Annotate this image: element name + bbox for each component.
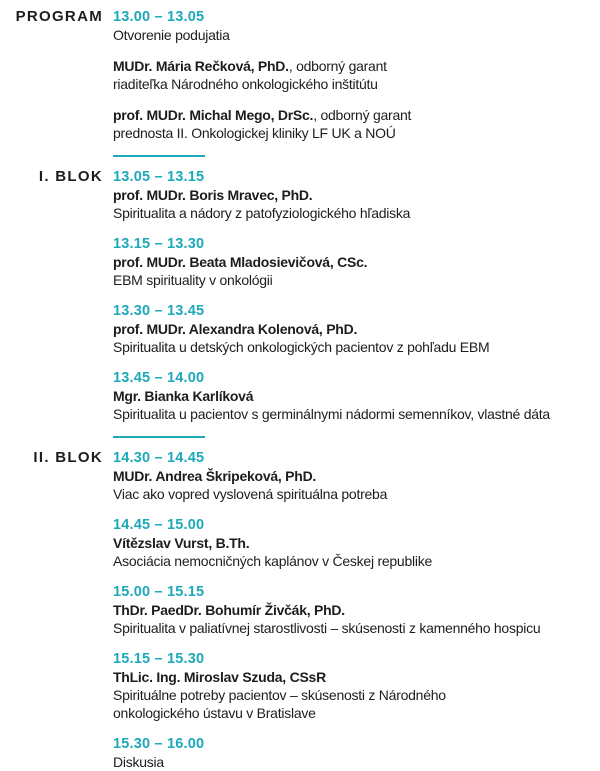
program-entry [113, 449, 600, 503]
section-label-column [0, 168, 103, 186]
section-divider [113, 436, 205, 438]
entry-line [113, 467, 600, 485]
section-label: I. BLOK [38, 168, 103, 185]
entry-text: Spiritualita a nádory z patofyziologického hľadiska [113, 205, 411, 221]
time-range: 14.45 – 15.00 [113, 517, 205, 533]
entry-text: prednosta II. Onkologickej kliniky LF UK a NOÚ [113, 125, 396, 141]
program-entry [113, 650, 600, 722]
program-section [0, 449, 600, 771]
program-entry [113, 8, 600, 44]
entry-line [113, 753, 600, 771]
entry-line [113, 253, 600, 271]
entry-text: Otvorenie podujatia [113, 27, 230, 43]
speaker-name: Mgr. Bianka Karlíková [113, 388, 254, 404]
program-entry [113, 583, 600, 637]
entry-text: riaditeľka Národného onkologického inštitútu [113, 76, 378, 92]
entry-text: Viac ako vopred vyslovená spirituálna potreba [113, 486, 388, 502]
section-label-column [0, 8, 103, 26]
time-range: 15.00 – 15.15 [113, 584, 205, 600]
entry-text: EBM spirituality v onkológii [113, 272, 273, 288]
program-entry [113, 369, 600, 423]
section-label: II. BLOK [33, 449, 103, 466]
time-range: 13.05 – 13.15 [113, 169, 205, 185]
entry-line [113, 485, 600, 503]
program-entry [113, 106, 600, 142]
entry-text: Spiritualita u pacientov s germinálnymi nádormi semenníkov, vlastné dáta [113, 406, 550, 422]
entry-line [113, 106, 600, 124]
speaker-name: MUDr. Mária Rečková, PhD. [113, 58, 289, 74]
speaker-name: prof. MUDr. Boris Mravec, PhD. [113, 187, 313, 203]
entry-line [113, 75, 600, 93]
program-entry [113, 235, 600, 289]
time-range: 13.15 – 13.30 [113, 236, 205, 252]
program-entry [113, 57, 600, 93]
entry-text: Asociácia nemocničných kaplánov v Českej republike [113, 553, 433, 569]
entry-line [113, 124, 600, 142]
time-range: 14.30 – 14.45 [113, 450, 205, 466]
entry-line [113, 534, 600, 552]
program-entry [113, 168, 600, 222]
time-range: 13.45 – 14.00 [113, 370, 205, 386]
program-sections [0, 8, 600, 771]
entry-line [113, 186, 600, 204]
entry-line [113, 57, 600, 75]
entry-text: Diskusia [113, 754, 164, 770]
entry-line [113, 271, 600, 289]
entry-line [113, 338, 600, 356]
program-section [0, 8, 600, 168]
entry-text: Spiritualita v paliatívnej starostlivosti – skúsenosti z kamenného hospicu [113, 620, 541, 636]
program-entry [113, 516, 600, 570]
speaker-name: ThLic. Ing. Miroslav Szuda, CSsR [113, 669, 326, 685]
entry-text: onkologického ústavu v Bratislave [113, 705, 316, 721]
section-content [113, 449, 600, 771]
time-range: 13.00 – 13.05 [113, 9, 205, 25]
speaker-name: ThDr. PaedDr. Bohumír Živčák, PhD. [113, 602, 345, 618]
speaker-name: Vítězslav Vurst, B.Th. [113, 535, 250, 551]
section-divider [113, 155, 205, 157]
program-entry [113, 302, 600, 356]
entry-text: Spirituálne potreby pacientov – skúsenosti z Národného [113, 687, 446, 703]
entry-line [113, 387, 600, 405]
entry-line [113, 704, 600, 722]
entry-line [113, 601, 600, 619]
time-range: 13.30 – 13.45 [113, 303, 205, 319]
program-section [0, 168, 600, 449]
entry-line [113, 668, 600, 686]
program-entry [113, 735, 600, 771]
entry-line [113, 552, 600, 570]
section-content [113, 168, 600, 449]
section-content [113, 8, 600, 168]
speaker-name: prof. MUDr. Alexandra Kolenová, PhD. [113, 321, 358, 337]
time-range: 15.30 – 16.00 [113, 736, 205, 752]
entry-line [113, 26, 600, 44]
section-label-column [0, 449, 103, 467]
entry-text: , odborný garant [288, 58, 387, 74]
entry-line [113, 619, 600, 637]
entry-line [113, 686, 600, 704]
entry-line [113, 320, 600, 338]
entry-line [113, 405, 600, 423]
speaker-name: MUDr. Andrea Škripeková, PhD. [113, 468, 317, 484]
speaker-name: prof. MUDr. Beata Mladosievičová, CSc. [113, 254, 368, 270]
entry-text: , odborný garant [313, 107, 412, 123]
speaker-name: prof. MUDr. Michal Mego, DrSc. [113, 107, 314, 123]
section-label: PROGRAM [15, 8, 103, 25]
time-range: 15.15 – 15.30 [113, 651, 205, 667]
entry-line [113, 204, 600, 222]
entry-text: Spiritualita u detských onkologických pacientov z pohľadu EBM [113, 339, 490, 355]
